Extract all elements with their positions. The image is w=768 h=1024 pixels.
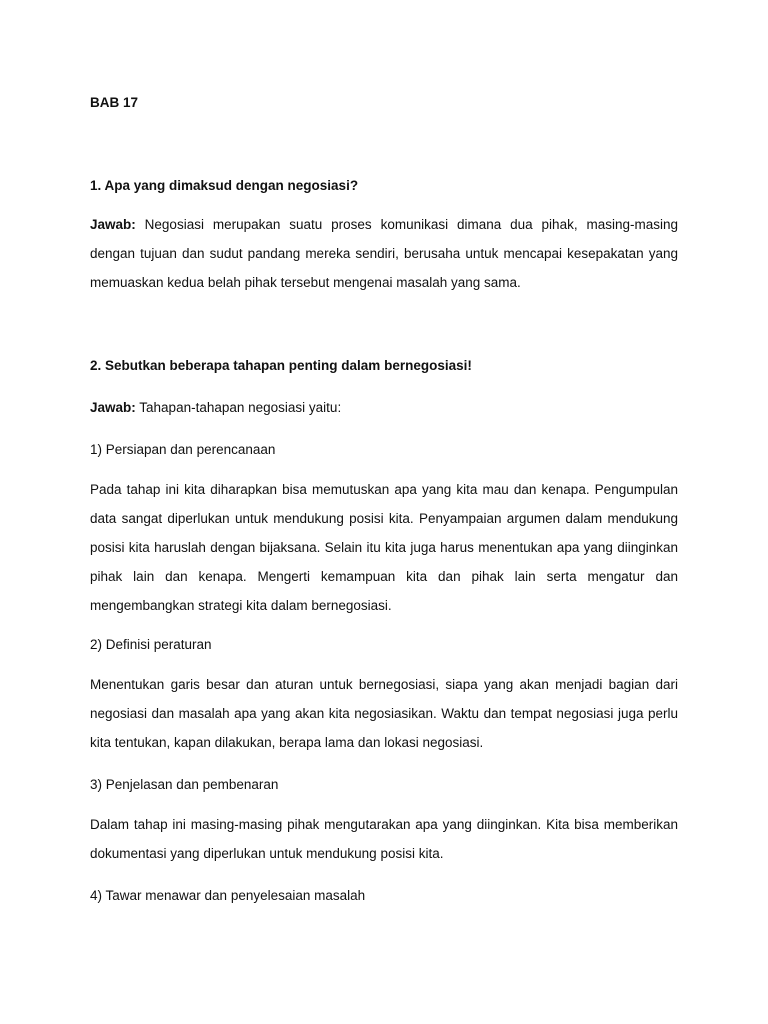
stage-1-text: Pada tahap ini kita diharapkan bisa memutuskan apa yang kita mau dan kenapa. Pengumpulan data sangat diperlukan untuk mendukung posisi kita. Penyampaian argumen dalam mendukung posisi kita haruslah dengan bijaksana. Selain itu kita juga harus menentukan apa yang diinginkan pihak lain dan kenapa. Mengerti kemampuan kita dan pihak lain serta mengatur dan mengembangkan strategi kita dalam bernegosiasi. <box>90 482 678 613</box>
stage-2-text: Menentukan garis besar dan aturan untuk bernegosiasi, siapa yang akan menjadi bagian dari negosiasi dan masalah apa yang akan kita negosiasikan. Waktu dan tempat negosiasi juga perlu kita tentukan, kapan dilakukan, berapa lama dan lokasi negosiasi. <box>90 677 678 750</box>
answer-2-label: Jawab: <box>90 400 136 415</box>
answer-1 <box>90 210 678 297</box>
answer-1-text: Negosiasi merupakan suatu proses komunikasi dimana dua pihak, masing-masing dengan tujuan dan sudut pandang mereka sendiri, berusaha untuk mencapai kesepakatan yang memuaskan kedua belah pihak tersebut mengenai masalah yang sama. <box>90 217 678 290</box>
stage-1-title: 1) Persiapan dan perencanaan <box>90 442 276 457</box>
chapter-heading: BAB 17 <box>90 95 139 110</box>
answer-2 <box>90 399 341 416</box>
answer-1-label: Jawab: <box>90 217 136 232</box>
stage-3-title: 3) Penjelasan dan pembenaran <box>90 777 279 792</box>
question-2: 2. Sebutkan beberapa tahapan penting dalam bernegosiasi! <box>90 358 472 373</box>
stage-4-title: 4) Tawar menawar dan penyelesaian masalah <box>90 888 366 903</box>
question-1: 1. Apa yang dimaksud dengan negosiasi? <box>90 178 359 193</box>
stage-2-title: 2) Definisi peraturan <box>90 637 212 652</box>
answer-2-text: Tahapan-tahapan negosiasi yaitu: <box>135 400 342 415</box>
stage-3-text: Dalam tahap ini masing-masing pihak mengutarakan apa yang diinginkan. Kita bisa memberikan dokumentasi yang diperlukan untuk mendukung posisi kita. <box>90 817 678 861</box>
